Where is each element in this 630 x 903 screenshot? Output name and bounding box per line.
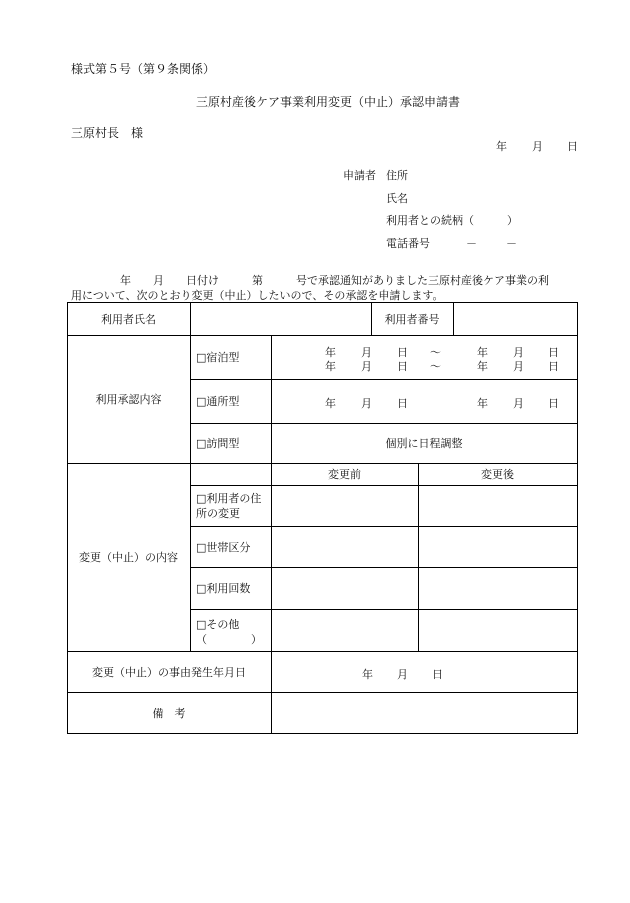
visit-type-checkbox[interactable]: □訪問型: [196, 437, 240, 450]
user-name-field[interactable]: [191, 303, 371, 335]
date-day: 日: [567, 140, 578, 153]
applicant-relationship-label: 利用者との続柄（ ）: [386, 214, 518, 227]
user-number-label: 利用者番号: [384, 312, 440, 326]
phone-dash-2: －: [506, 237, 517, 250]
visit-schedule-note: 個別に日程調整: [385, 437, 463, 450]
day-type-checkbox[interactable]: □通所型: [196, 395, 240, 408]
applicant-label: 申請者: [343, 169, 376, 182]
body-text-line-2: 用について、次のとおり変更（中止）したいので、その承認を申請します。: [71, 289, 444, 302]
user-name-label: 利用者氏名: [101, 312, 156, 326]
date-year: 年: [496, 140, 507, 153]
tilde: ～: [430, 360, 441, 373]
change-address-checkbox[interactable]: □利用者の住所の変更: [196, 491, 262, 520]
addressee: 三原村長 様: [71, 126, 144, 140]
change-count-checkbox[interactable]: □利用回数: [196, 582, 251, 595]
user-number-field[interactable]: [454, 303, 577, 335]
change-other-checkbox[interactable]: □その他: [196, 618, 240, 631]
remarks-label: 備 考: [152, 706, 186, 720]
body-text-line-1: 年 月 日付け 第 号で承認通知がありました三原村産後ケア事業の利: [120, 274, 549, 287]
remarks-field[interactable]: [272, 693, 577, 733]
reason-date-label: 変更（中止）の事由発生年月日: [92, 665, 246, 679]
change-other-detail: （ ）: [196, 633, 262, 646]
approval-content-label: 利用承認内容: [95, 393, 162, 406]
after-change-header: 変更後: [481, 468, 514, 481]
lodging-type-checkbox[interactable]: □宿泊型: [196, 351, 240, 364]
document-title: 三原村産後ケア事業利用変更（中止）承認申請書: [196, 95, 461, 109]
form-number: 様式第５号（第９条関係）: [71, 62, 216, 76]
before-change-header: 変更前: [328, 468, 361, 481]
change-content-label: 変更（中止）の内容: [79, 551, 178, 564]
applicant-phone-label: 電話番号: [386, 237, 430, 250]
tilde: ～: [430, 346, 441, 359]
applicant-name-label: 氏名: [386, 192, 408, 205]
date-month: 月: [532, 140, 543, 153]
applicant-address-label: 住所: [386, 169, 408, 182]
change-household-checkbox[interactable]: □世帯区分: [196, 540, 251, 554]
phone-dash-1: －: [466, 237, 477, 250]
